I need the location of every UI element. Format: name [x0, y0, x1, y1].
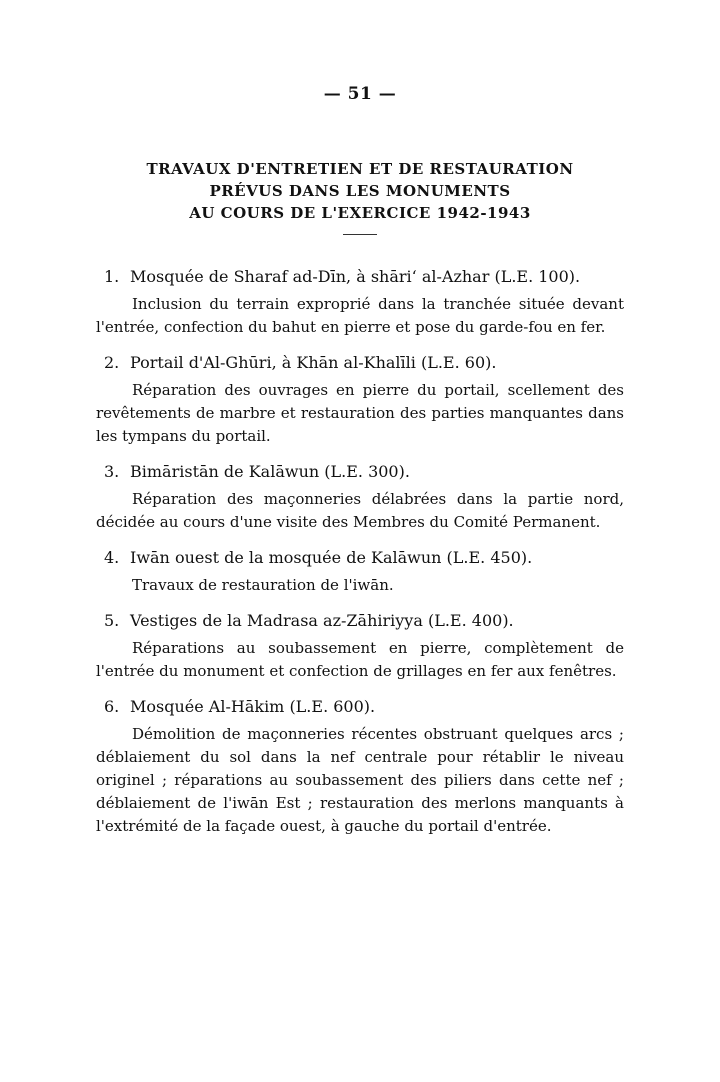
- entry-number: 6.: [104, 697, 120, 716]
- entry-number: 1.: [104, 267, 120, 286]
- title-line-2: PRÉVUS DANS LES MONUMENTS: [209, 182, 511, 200]
- entry-heading: [96, 351, 624, 375]
- entry-body: Réparation des maçonneries délabrées dans la partie nord, décidée au cours d'une visite des Membres du Comité Permanent.: [96, 490, 624, 531]
- entry-heading-text: Mosquée de Sharaf ad-Dīn, à shāri‘ al-Azhar (L.E. 100).: [130, 267, 581, 286]
- entry-number: 3.: [104, 462, 120, 481]
- entry-heading: [96, 609, 624, 633]
- entry-4: [96, 546, 624, 597]
- title-line-1: TRAVAUX D'ENTRETIEN ET DE RESTAURATION: [146, 160, 574, 178]
- entry-heading-text: Iwān ouest de la mosquée de Kalāwun (L.E. 450).: [130, 548, 533, 567]
- entry-heading-text: Mosquée Al-Hākim (L.E. 600).: [130, 697, 376, 716]
- entry-heading-text: Vestiges de la Madrasa az-Zāhiriyya (L.E. 400).: [130, 611, 514, 630]
- title-divider: [343, 234, 377, 235]
- entry-number: 5.: [104, 611, 120, 630]
- entry-heading-text: Bimāristān de Kalāwun (L.E. 300).: [130, 462, 410, 481]
- document-page: [96, 84, 624, 850]
- entry-1: [96, 265, 624, 339]
- entry-heading: [96, 546, 624, 570]
- entry-body: Réparations au soubassement en pierre, complètement de l'entrée du monument et confection de grillages en fer aux fenêtres.: [96, 639, 624, 680]
- entry-heading-text: Portail d'Al-Ghūri, à Khān al-Khalīli (L.E. 60).: [130, 353, 497, 372]
- title-line-3: AU COURS DE L'EXERCICE 1942-1943: [189, 204, 531, 222]
- entry-number: 4.: [104, 548, 120, 567]
- entry-heading: [96, 695, 624, 719]
- entry-2: [96, 351, 624, 448]
- page-number: — 51 —: [323, 84, 397, 104]
- entry-3: [96, 460, 624, 534]
- entry-number: 2.: [104, 353, 120, 372]
- entry-6: [96, 695, 624, 838]
- entry-body: Réparation des ouvrages en pierre du portail, scellement des revêtements de marbre et restauration des parties manquantes dans les tympans du portail.: [96, 381, 624, 445]
- entry-5: [96, 609, 624, 683]
- entry-body: Travaux de restauration de l'iwān.: [132, 576, 394, 594]
- section-title: [96, 158, 624, 224]
- entry-heading: [96, 460, 624, 484]
- entry-heading: [96, 265, 624, 289]
- entry-body: Inclusion du terrain exproprié dans la tranchée située devant l'entrée, confection du bahut en pierre et pose du garde-fou en fer.: [96, 295, 624, 336]
- entry-body: Démolition de maçonneries récentes obstruant quelques arcs ; déblaiement du sol dans la nef centrale pour rétablir le niveau originel ; réparations au soubassement des piliers dans cette nef ; déblaiement de l'iwān Est ; restauration des merlons manquants à l'extrémité de la façade ouest, à gauche du portail d'entrée.: [96, 725, 624, 835]
